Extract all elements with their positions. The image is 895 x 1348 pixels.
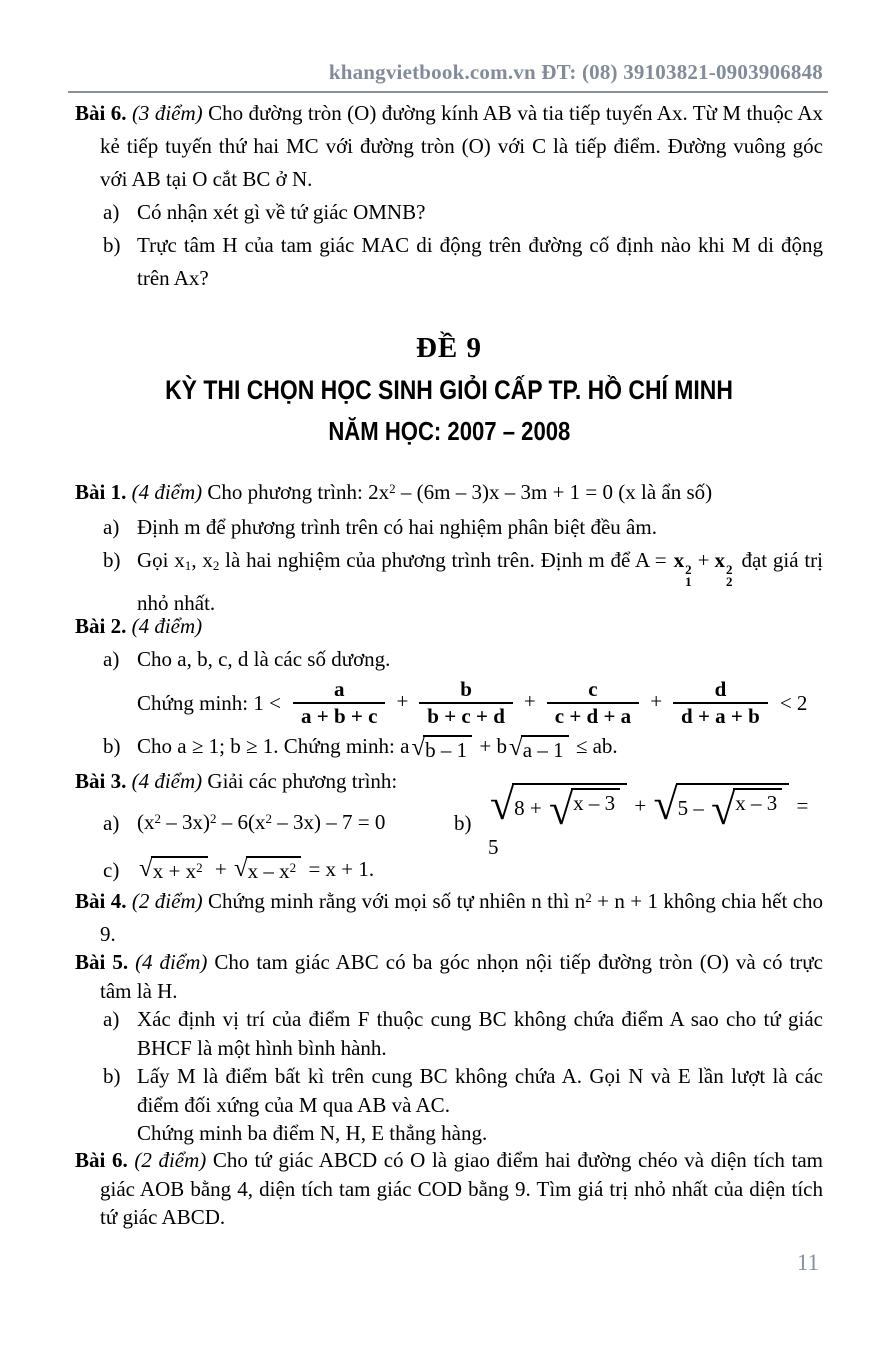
superscript: 2 [265, 810, 273, 826]
sqrt-outer: √ 5 – √ x – 3 [653, 783, 789, 832]
problem-label: Bài 6. [75, 101, 127, 125]
radical-sign: √ [711, 785, 736, 834]
inequality-line [75, 676, 823, 730]
problem-text: Chứng minh rằng với mọi số tự nhiên n thì $n^2 + n + 1$ không chia hết cho 9. [100, 889, 824, 946]
item-marker: a) [103, 1007, 120, 1031]
item-text: Cho a ≥ 1; b ≥ 1. Chứng minh: a √ b – 1 + b √ a – 1 ≤ ab. [137, 733, 618, 762]
item-text-line2: Chứng minh ba điểm N, H, E thẳng hàng. [137, 1121, 488, 1145]
problem-points: (4 điểm) [131, 480, 203, 504]
superscript: 2 [389, 481, 396, 497]
sqrt-inner: √ x – 3 [549, 788, 620, 832]
problem-points: (4 điểm) [135, 950, 208, 974]
item-marker: a) [103, 810, 120, 835]
sqrt-inner: √ x – 3 [711, 788, 782, 832]
problem-4 [75, 886, 823, 950]
subscript: 1 [184, 557, 192, 573]
radical-sign: √ [509, 733, 523, 761]
problem-text: Cho tứ giác ABCD có O là giao điểm hai đường chéo và diện tích tam giác AOB bằng 4, diện tích tam giác COD bằng 9. Tìm giá trị nhỏ nhất của diện tích tứ giác ABCD. [100, 1148, 824, 1229]
item-text: Trực tâm H của tam giác MAC di động trên đường cố định nào khi M di động trên Ax? [137, 233, 823, 290]
radical-sign: √ [489, 780, 515, 829]
math-x: x [673, 548, 685, 572]
problem-6 [75, 1146, 823, 1232]
item-text: Xác định vị trí của điểm F thuộc cung BC không chứa điểm A sao cho tứ giác BHCF là một hình bình hành. [137, 1007, 823, 1060]
exam-subtitle-row [75, 375, 823, 407]
list-item-b [75, 730, 823, 763]
list-item-b [75, 544, 823, 620]
superscript: 2 [289, 860, 297, 876]
problem-label: Bài 2. [75, 614, 127, 638]
item-marker: c) [103, 857, 120, 882]
problem-3 [75, 766, 823, 891]
list-item-a [75, 643, 823, 676]
problem-statement [75, 476, 823, 511]
exam-year: NĂM HỌC: 2007 – 2008 [328, 416, 570, 446]
problem-statement [75, 1146, 823, 1232]
item-marker: a) [103, 647, 120, 671]
list-item-a [75, 511, 823, 544]
header-site-info: khangvietbook.com.vn ĐT: (08) 39103821-0903906848 [328, 60, 823, 84]
item-marker: b) [103, 734, 121, 758]
problem-statement [75, 610, 823, 643]
problem-points: (4 điểm) [131, 769, 203, 793]
radical-sign: √ [548, 785, 574, 834]
plus-sign: + [650, 688, 663, 713]
superscript: 2 [585, 890, 592, 906]
proof-lead: Chứng minh: 1 < [137, 690, 281, 715]
exam-header [75, 330, 823, 448]
item-text-line1: Lấy M là điểm bất kì trên cung BC không chứa A. Gọi N và E lần lượt là các điểm đối xứng của M qua AB và AC. [137, 1064, 823, 1117]
item-text [137, 1062, 823, 1148]
exam-title: ĐỀ 9 [415, 332, 483, 364]
exam-year-row [75, 416, 823, 448]
radical-sign: √ [139, 855, 153, 883]
problem-text: Cho đường tròn (O) đường kính AB và tia tiếp tuyến Ax. Từ M thuộc Ax kẻ tiếp tuyến thứ hai MC với đường tròn (O) với C là tiếp điểm. Đường vuông góc với AB tại O cắt BC ở N. [100, 101, 824, 191]
item-text: Cho a, b, c, d là các số dương. [137, 647, 391, 671]
item-marker: a) [103, 200, 120, 224]
sqrt: √ b – 1 [411, 735, 472, 762]
list-item-b [75, 229, 823, 295]
equation-a: $(x^2 - 3x)^2 - 6(x^2 - 3x) - 7 = 0$ [137, 809, 386, 834]
radical-sign: √ [411, 733, 426, 761]
problem-points: (4 điểm) [131, 614, 203, 638]
item-text: Định m để phương trình trên có hai nghiệm phân biệt đều âm. [137, 515, 657, 539]
problem-5 [75, 948, 823, 1148]
plus-sign: + [523, 688, 536, 713]
problem-1 [75, 476, 823, 620]
problem-text: Giải các phương trình: [207, 769, 398, 793]
page-number: 11 [796, 1250, 819, 1275]
radical-sign: √ [233, 855, 248, 883]
item-marker: b) [453, 810, 472, 835]
plus-sign: + [697, 548, 710, 572]
problem-points: (2 điểm) [134, 1148, 207, 1172]
problem-prev-6 [75, 97, 823, 295]
problem-label: Bài 1. [75, 480, 127, 504]
superscript: 2 [154, 810, 162, 826]
exam-subtitle: KỲ THI CHỌN HỌC SINH GIỎI CẤP TP. HỒ CHÍ MINH [165, 375, 733, 405]
problem-label: Bài 6. [75, 1148, 128, 1172]
sqrt: √ $x + x^2$ [139, 856, 208, 886]
problem-statement [75, 886, 823, 950]
fraction: $\frac{b}{b + c + d}$ [419, 677, 513, 729]
proof-tail: < 2 [779, 690, 808, 715]
problem-text: Cho tam giác ABC có ba góc nhọn nội tiếp đường tròn (O) và có trực tâm là H. [100, 950, 824, 1003]
fraction: $\frac{d}{d + a + b}$ [673, 677, 768, 729]
subscript: 2 [212, 557, 220, 573]
superscript: 2 [210, 810, 217, 826]
problem-statement [75, 97, 823, 196]
header-divider [68, 91, 828, 93]
item-marker: b) [103, 548, 121, 572]
plus-sign: + [396, 688, 409, 713]
equation-c: √ $x + x^2$ + √ x – $x^2$ = x + 1. [137, 854, 374, 886]
fraction: $\frac{c}{c + d + a}$ [547, 677, 639, 729]
list-item-a [75, 1005, 823, 1062]
problem-points: (2 điểm) [131, 889, 203, 913]
problem-2 [75, 610, 823, 763]
fraction: $\frac{a}{a + b + c}$ [293, 677, 385, 729]
item-marker: a) [103, 515, 120, 539]
sqrt-outer: √ 8 + √ x – 3 [490, 783, 627, 832]
equation-b: √ 8 + √ x – 3 + √ 5 – √ x – 3 = 5 [487, 780, 809, 859]
problem-points: (3 điểm) [131, 101, 203, 125]
list-item-a [75, 196, 823, 229]
equation-intro: Cho phương trình: $2x^2 - (6m - 3)x - 3m + 1 = 0$ (x là ẩn số) [207, 480, 713, 504]
sub-sup-stack: 2 2 [725, 562, 733, 589]
superscript: 2 [196, 860, 203, 876]
item-marker: b) [103, 1064, 121, 1088]
sqrt: √ x – $x^2$ [234, 856, 301, 886]
item-marker: b) [103, 233, 121, 257]
problem-label: Bài 4. [75, 889, 127, 913]
radical-sign: √ [653, 780, 678, 829]
list-item-b [75, 1062, 823, 1148]
sub-sup-stack: 2 1 [685, 562, 692, 589]
math-x: x [714, 548, 725, 572]
item-text: Gọi x1, x2 là hai nghiệm của phương trình trên. Định m để A = x 2 1 + x 2 2 đạt giá trị nhỏ nhất. [137, 548, 824, 615]
sqrt: √ a – 1 [509, 735, 569, 762]
problem-label: Bài 3. [75, 769, 127, 793]
problem-label: Bài 5. [75, 950, 129, 974]
problem-statement [75, 948, 823, 1005]
item-text: Có nhận xét gì về tứ giác OMNB? [137, 200, 426, 224]
